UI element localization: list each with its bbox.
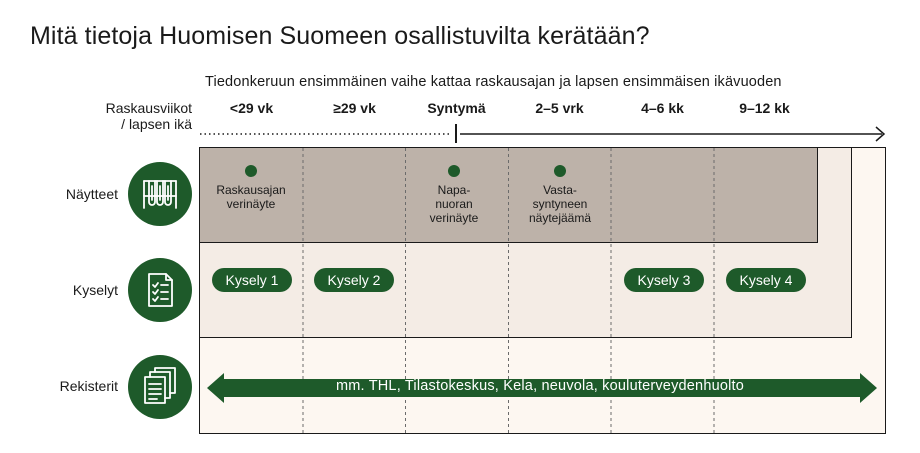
test-tubes-icon (140, 174, 180, 214)
survey-pill-1: Kysely 1 (212, 268, 292, 292)
sample-item-cord-blood (404, 165, 504, 225)
sample-dot (245, 165, 257, 177)
column-header-lt29: <29 vk (229, 100, 274, 116)
sample-dot (554, 165, 566, 177)
surveys-icon-circle (128, 258, 192, 322)
sample-text (404, 183, 504, 225)
survey-pill-4: Kysely 4 (726, 268, 806, 292)
sample-text-line: syntyneen (532, 197, 588, 211)
sample-text-line: nuoran (435, 197, 473, 211)
column-header-4-6-months: 4–6 kk (641, 100, 684, 116)
sample-text-line: verinäyte (226, 197, 276, 211)
row-label-registers: Rekisterit (59, 378, 118, 394)
column-header-birth: Syntymä (427, 100, 486, 116)
subtitle: Tiedonkeruun ensimmäinen vaihe kattaa raskausajan ja lapsen ensimmäisen ikävuoden (205, 74, 782, 90)
sample-dot (448, 165, 460, 177)
sample-text-line: verinäyte (429, 211, 479, 225)
row-label-surveys: Kyselyt (72, 282, 118, 298)
column-header-2-5-days: 2–5 vrk (535, 100, 584, 116)
samples-icon-circle (128, 162, 192, 226)
column-header-9-12-months: 9–12 kk (739, 100, 790, 116)
registers-icon-circle (128, 355, 192, 419)
documents-icon (141, 367, 179, 407)
registers-text: mm. THL, Tilastokeskus, Kela, neuvola, kouluterveydenhuolto (335, 378, 745, 394)
sample-text-line: Vasta- (543, 183, 577, 197)
sample-text-line: näytejäämä (528, 211, 592, 225)
row-label-samples: Näytteet (65, 186, 118, 202)
sample-text (201, 183, 301, 211)
survey-pill-2: Kysely 2 (314, 268, 394, 292)
sample-item-newborn-sample (510, 165, 610, 225)
page-title: Mitä tietoja Huomisen Suomeen osallistuvilta kerätään? (30, 22, 650, 50)
sample-item-pregnancy-blood (201, 165, 301, 211)
checklist-icon (142, 270, 178, 310)
sample-text (510, 183, 610, 225)
sample-text-line: Napa- (437, 183, 471, 197)
axis-label-line1: Raskausviikot (105, 100, 192, 116)
survey-pill-3: Kysely 3 (624, 268, 704, 292)
axis-label-line2: / lapsen ikä (121, 116, 192, 132)
sample-text-line: Raskausajan (216, 183, 286, 197)
column-header-ge29: ≥29 vk (333, 100, 376, 116)
